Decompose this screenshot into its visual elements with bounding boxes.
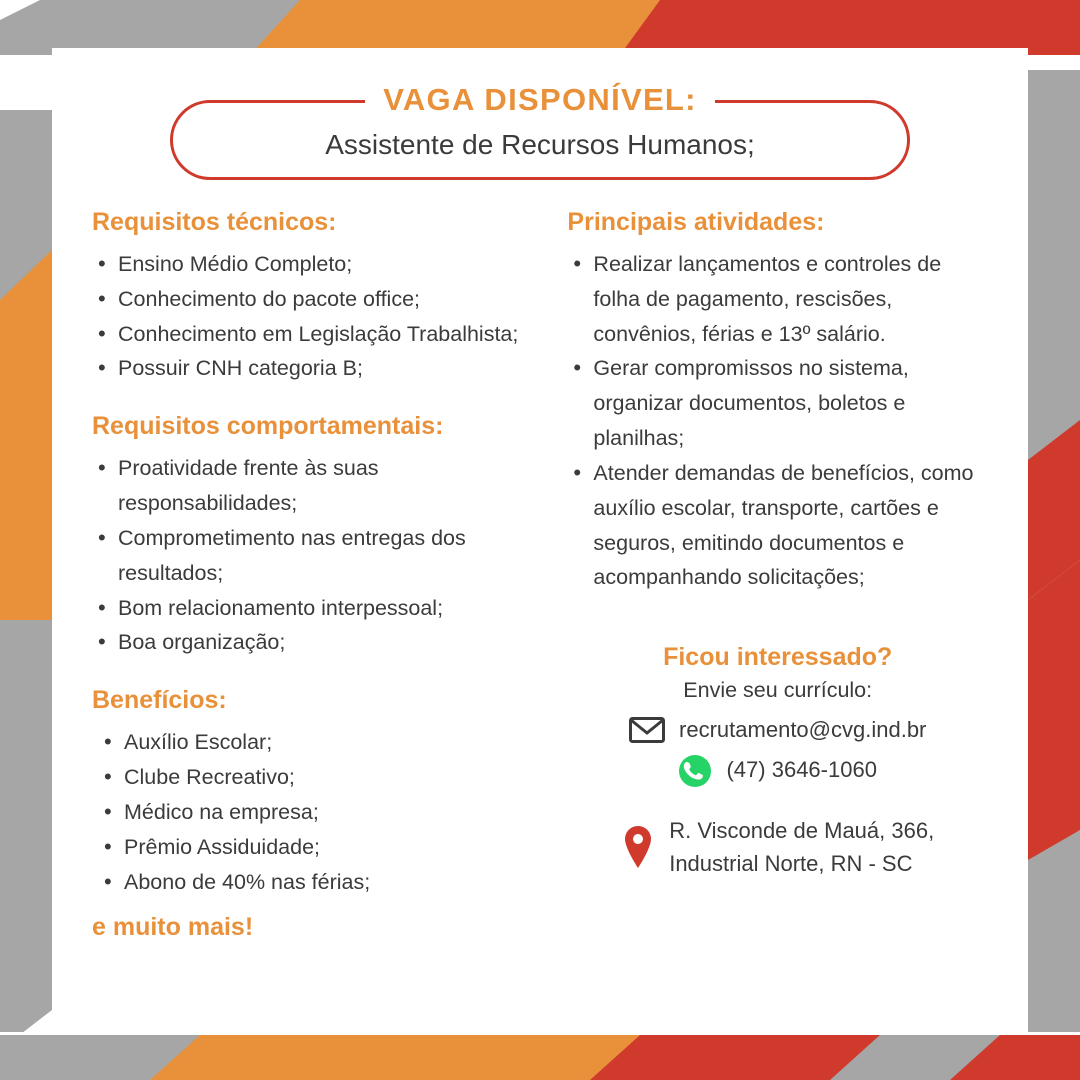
list-item: • Conhecimento em Legislação Trabalhista; <box>92 317 537 352</box>
role-title: Assistente de Recursos Humanos; <box>325 129 755 160</box>
contact-block <box>567 643 988 879</box>
list-item: • Conhecimento do pacote office; <box>92 282 537 317</box>
list-item: • Bom relacionamento interpessoal; <box>92 591 537 626</box>
list-item: • Atender demandas de benefícios, como auxílio escolar, transporte, cartões e seguros, emitindo documentos e acompanhando solicitações; <box>567 456 988 595</box>
section-title-behavioral: Requisitos comportamentais: <box>92 412 444 441</box>
content-columns <box>52 198 1028 942</box>
list-item: • Ensino Médio Completo; <box>92 247 537 282</box>
list-item: • Boa organização; <box>92 625 537 660</box>
list-benefits <box>92 725 537 899</box>
contact-subheading: Envie seu currículo: <box>683 678 873 703</box>
address-line-1: R. Visconde de Mauá, 366, <box>669 817 935 843</box>
section-title-tech: Requisitos técnicos: <box>92 208 337 236</box>
vacancy-label: VAGA DISPONÍVEL: <box>365 82 715 118</box>
benefits-footer: e muito mais! <box>92 913 254 942</box>
contact-email-row[interactable] <box>567 717 988 743</box>
left-column <box>92 208 551 942</box>
list-item: • Médico na empresa; <box>92 795 537 830</box>
spacer <box>92 386 537 412</box>
section-title-benefits: Benefícios: <box>92 686 227 715</box>
list-activities <box>567 247 988 595</box>
whatsapp-icon <box>678 754 712 788</box>
list-item: • Proatividade frente às suas responsabilidades; <box>92 451 537 521</box>
envelope-icon <box>629 717 665 743</box>
contact-email: recrutamento@cvg.ind.br <box>679 717 927 743</box>
list-tech-requirements <box>92 247 537 386</box>
job-posting-card <box>52 48 1028 1032</box>
right-column <box>551 208 988 942</box>
list-item: • Clube Recreativo; <box>92 760 537 795</box>
list-item: • Auxílio Escolar; <box>92 725 537 760</box>
contact-address <box>669 814 934 880</box>
list-item: • Prêmio Assiduidade; <box>92 830 537 865</box>
address-line-2: Industrial Norte, RN - SC <box>669 850 913 876</box>
list-item: • Possuir CNH categoria B; <box>92 351 537 386</box>
contact-phone: (47) 3646-1060 <box>726 757 877 783</box>
list-item: • Abono de 40% nas férias; <box>92 865 537 900</box>
poster-header <box>52 48 1028 198</box>
list-item: • Gerar compromissos no sistema, organizar documentos, boletos e planilhas; <box>567 351 988 455</box>
list-item: • Realizar lançamentos e controles de folha de pagamento, rescisões, convênios, férias e 13º salário. <box>567 247 988 351</box>
map-pin-icon <box>621 824 655 870</box>
contact-heading: Ficou interessado? <box>663 643 893 672</box>
vacancy-label-wrap <box>52 82 1028 118</box>
contact-address-row[interactable] <box>567 814 988 880</box>
list-behavioral-requirements <box>92 451 537 660</box>
section-title-activities: Principais atividades: <box>567 208 825 236</box>
spacer <box>92 660 537 686</box>
contact-phone-row[interactable] <box>567 754 988 788</box>
list-item: • Comprometimento nas entregas dos resultados; <box>92 521 537 591</box>
